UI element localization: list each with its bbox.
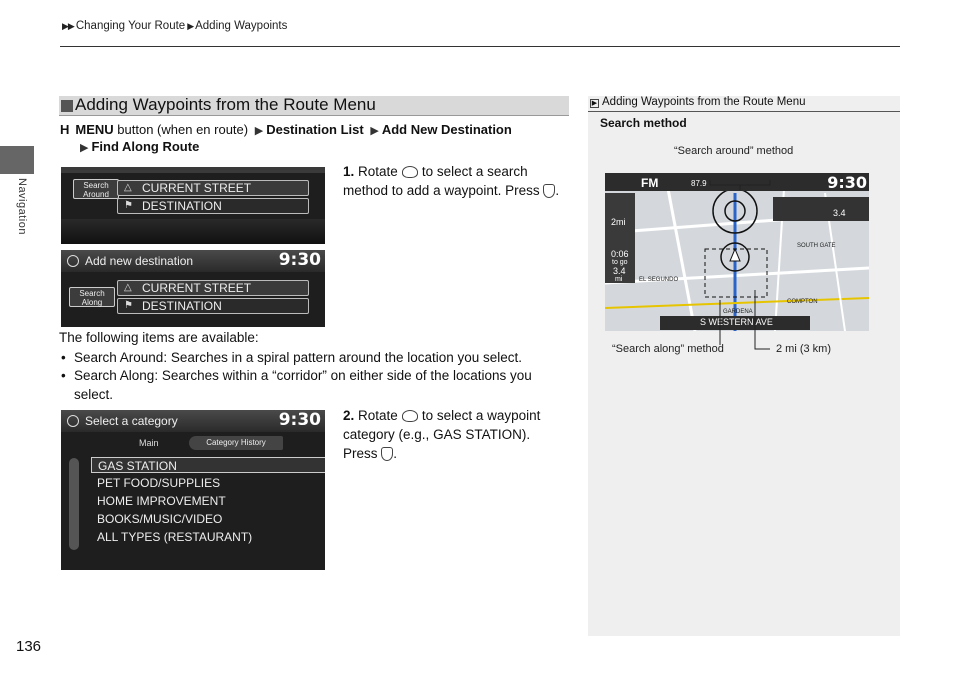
list-item [59,366,564,404]
place-label: GARDENA [723,309,753,315]
eta-distance: 3.4 [613,266,626,276]
breadcrumb-arrow-icon: ▶ [187,21,194,31]
list-item [59,348,564,367]
press-knob-icon [381,447,393,461]
caption-distance: 2 mi (3 km) [776,343,831,355]
bullet-desc: : Searches within a “corridor” on either side of the locations you select. [74,368,532,402]
breadcrumb-parent[interactable]: Changing Your Route [75,20,186,32]
step-text: . [555,183,560,198]
step-text: . [393,446,398,461]
section-heading [59,96,569,116]
home-icon [67,415,79,427]
tab-main[interactable]: Main [139,438,159,448]
place-label: EL SEGUNDO [639,277,679,283]
page-number: 136 [16,638,42,655]
selector-knob-icon [402,410,418,422]
breadcrumb-current: Adding Waypoints [195,20,288,32]
street-name: S WESTERN AVE [700,317,773,327]
selector-knob-icon [402,166,418,178]
place-label: SOUTH GATE [797,243,836,249]
step-text: to select a search method to add a waypoint. Press [343,164,540,198]
radio-band: FM [641,176,659,190]
screen-search-along [61,250,325,327]
step-1 [343,162,568,200]
step-text: to select a waypoint category (e.g., [343,408,541,442]
category-item[interactable]: ALL TYPES (RESTAURANT) [97,530,253,544]
path-arrow-icon: ▶ [254,125,264,137]
step-number: 2. [343,408,355,423]
row-destination[interactable]: ⚑ DESTINATION [117,198,309,214]
place-label: COMPTON [787,299,818,305]
row-current-street[interactable]: △ CURRENT STREET [117,280,309,296]
bullet-desc: : Searches in a spiral pattern around the location you select. [163,350,523,365]
screen-title: Select a category [85,414,178,428]
section-title: Adding Waypoints from the Route Menu [75,95,376,114]
home-icon [67,255,79,267]
clock: 9:30 [278,410,321,430]
caption-search-around: “Search around” method [674,145,794,157]
screen-select-category [61,410,325,570]
breadcrumb-arrow-icon: ▶▶ [62,21,74,31]
next-turn-distance: 3.4 [833,208,846,218]
map-clock: 9:30 [827,173,867,192]
step-text: ). Press [343,427,531,461]
note-icon: ▶ [591,100,598,107]
menu-path [60,122,512,137]
map-scale: 2mi [611,217,626,227]
category-item[interactable]: HOME IMPROVEMENT [97,494,226,508]
note-title: Adding Waypoints from the Route Menu [602,96,806,108]
radio-frequency: 87.9 [691,179,707,188]
step-text: Rotate [358,408,398,423]
screen-title: Add new destination [85,254,194,268]
available-intro: The following items are available: [59,330,259,345]
menu-path-cont [80,139,199,154]
note-header [588,96,900,112]
bullet-term: Search Around [74,350,164,365]
menu-label: MENU [75,122,114,137]
menu-button-text: button (when en route) [117,122,249,137]
header-divider [60,46,900,47]
callout-lines [600,160,900,360]
step-text: Rotate [358,164,398,179]
tab-category-history[interactable]: Category History [189,436,283,450]
row-destination[interactable]: ⚑ DESTINATION [117,298,309,314]
path-arrow-icon: ▶ [80,142,89,154]
path-find-along-route: Find Along Route [91,139,200,154]
search-along-pill[interactable]: Search Along [69,287,115,307]
press-knob-icon [543,184,555,198]
note-subtitle: Search method [600,116,687,130]
search-around-pill[interactable]: Search Around [73,179,119,199]
category-item[interactable]: BOOKS/MUSIC/VIDEO [97,512,223,526]
category-item[interactable]: PET FOOD/SUPPLIES [97,476,221,490]
eta-time: 0:06 [611,249,629,259]
chapter-tab [0,146,34,174]
flag-icon: ⚑ [124,200,133,211]
clock: 9:30 [278,250,321,270]
chapter-label: Navigation [16,178,28,235]
path-add-new-destination: Add New Destination [381,122,512,137]
caption-search-along: “Search along” method [612,343,724,355]
path-arrow-icon: ▶ [370,125,379,137]
screen-search-around [61,167,325,244]
category-item[interactable]: GAS STATION [91,457,325,473]
home-button-icon: H [60,122,70,137]
flag-icon: ⚑ [124,300,133,311]
triangle-icon: △ [124,182,132,193]
bullet-term: Search Along [74,368,155,383]
breadcrumb [62,20,287,32]
step-2 [343,406,568,463]
path-destination-list: Destination List [266,122,364,137]
step-number: 1. [343,164,355,179]
section-square-icon [61,100,73,112]
row-current-street[interactable]: △ CURRENT STREET [117,180,309,196]
triangle-icon: △ [124,282,132,293]
list-scrollbar[interactable] [69,458,79,550]
eta-unit: mi [615,276,623,283]
eta-label: to go [612,259,628,266]
step-example: GAS STATION [433,427,522,442]
